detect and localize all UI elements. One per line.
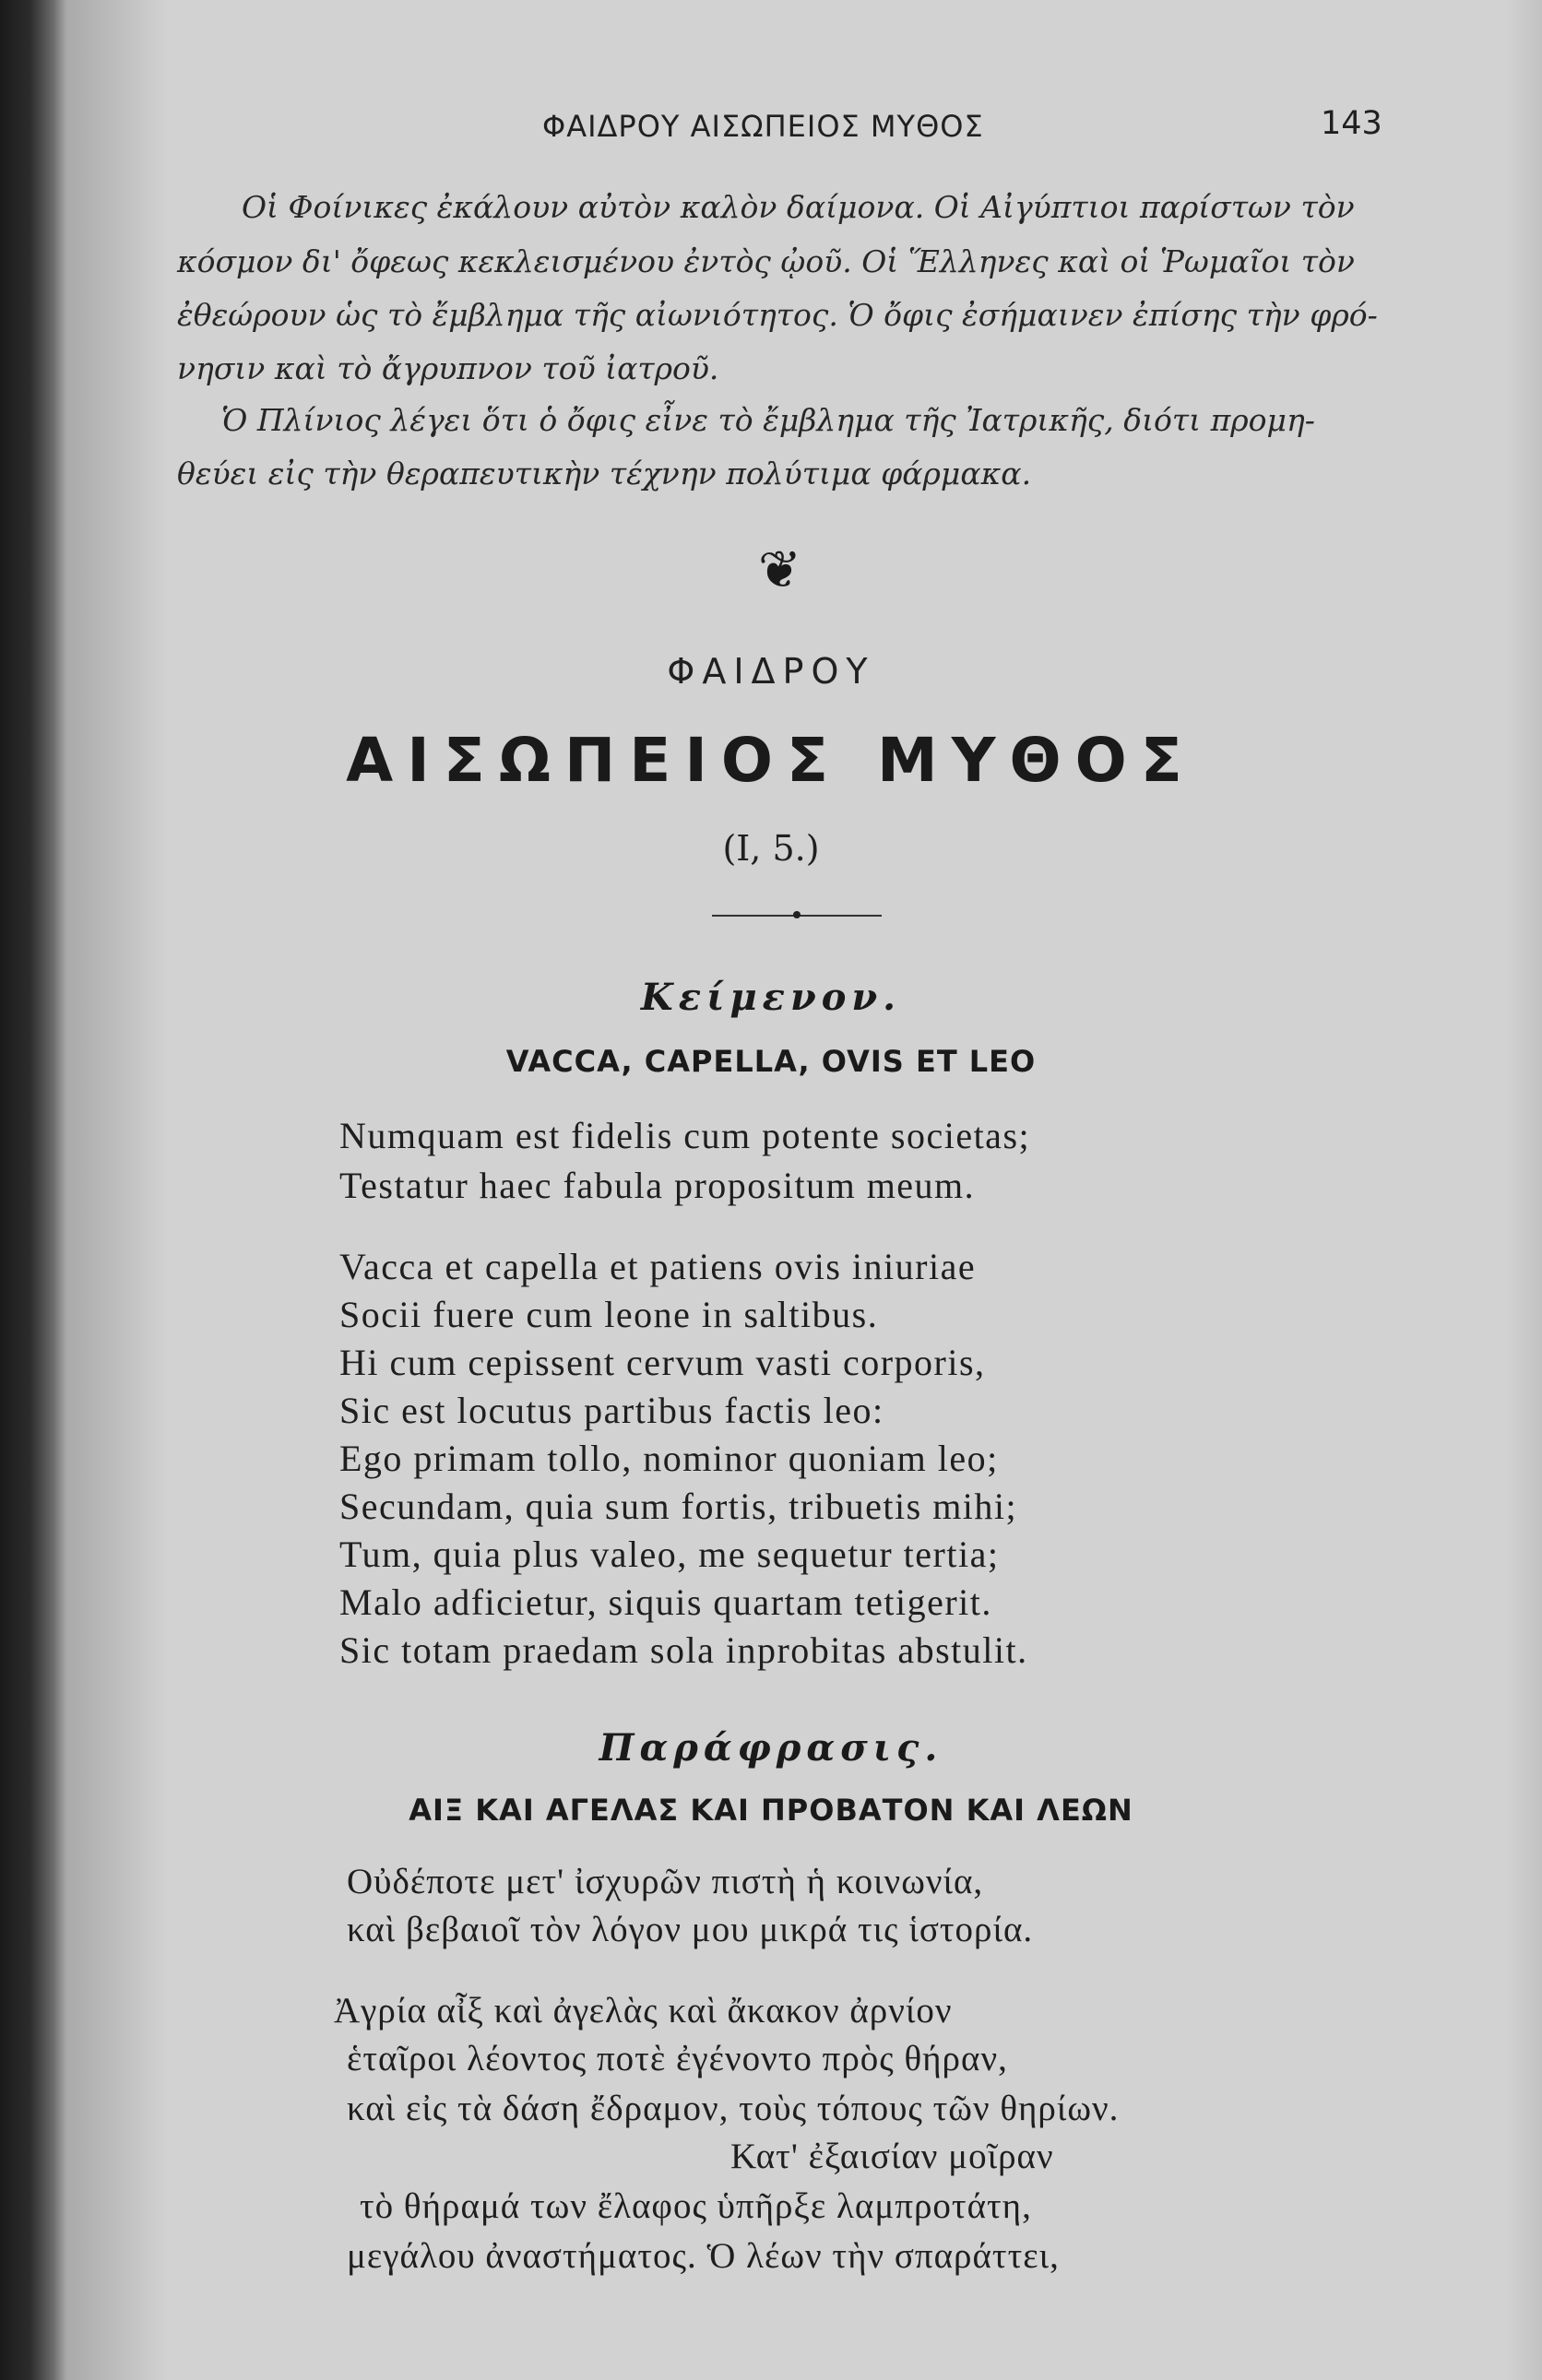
latin-verse-line: Vacca et capella et patiens ovis iniuriae xyxy=(339,1246,977,1287)
latin-verse-line: Testatur haec fabula propositum meum. xyxy=(339,1165,976,1206)
intro-line: Οἱ Φοίνικες ἐκάλουν αὐτὸν καλὸν δαίμονα. Οἱ Αἰγύπτιοι παρίστων τὸν xyxy=(242,189,1355,225)
page-number: 143 xyxy=(1321,105,1382,142)
title-small: ΦΑΙΔΡΟΥ xyxy=(667,651,875,692)
paraphrase-heading: Παράφρασις. xyxy=(599,1726,943,1770)
latin-fable-title: VACCA, CAPELLA, OVIS ET LEO xyxy=(505,1044,1037,1079)
intro-line: κόσμον δι' ὄφεως κεκλεισμένου ἐντὸς ᾠοῦ. Οἱ Ἕλληνες καὶ οἱ Ῥωμαῖοι τὸν xyxy=(177,243,1355,279)
greek-verse-line: Ἀγρία αἶξ καὶ ἀγελὰς καὶ ἄκακον ἀρνίον xyxy=(334,1991,953,2031)
title-large: ΑΙΣΩΠΕΙΟΣ ΜΥΘΟΣ xyxy=(346,725,1196,796)
latin-verse-line: Sic totam praedam sola inprobitas abstulit. xyxy=(339,1629,1028,1671)
intro-line: νησιν καὶ τὸ ἄγρυπνον τοῦ ἰατροῦ. xyxy=(177,350,719,386)
title-reference: (I, 5.) xyxy=(722,828,820,869)
page-gutter xyxy=(66,0,168,2380)
running-head: ΦΑΙΔΡΟΥ ΑΙΣΩΠΕΙΟΣ ΜΥΘΟΣ xyxy=(542,109,984,144)
book-binding-shadow xyxy=(0,0,66,2380)
greek-verse-line: ἑταῖροι λέοντος ποτὲ ἐγένοντο πρὸς θήραν, xyxy=(347,2039,1008,2078)
intro-line: Ὁ Πλίνιος λέγει ὅτι ὁ ὄφις εἶνε τὸ ἔμβλημα τῆς Ἰατρικῆς, διότι προμη- xyxy=(221,402,1315,438)
greek-verse-line: Κατ' ἐξαισίαν μοῖραν xyxy=(730,2137,1054,2176)
greek-verse-line: μεγάλου ἀναστήματος. Ὁ λέων τὴν σπαράττει, xyxy=(347,2236,1060,2276)
intro-line: θεύει εἰς τὴν θεραπευτικὴν τέχνην πολύτιμα φάρμακα. xyxy=(177,456,1032,491)
latin-verse-line: Sic est locutus partibus factis leo: xyxy=(339,1390,884,1431)
greek-verse-line: τὸ θήραμά των ἔλαφος ὑπῆρξε λαμπροτάτη, xyxy=(360,2186,1032,2226)
latin-verse-line: Tum, quia plus valeo, me sequetur tertia; xyxy=(339,1533,1000,1575)
greek-verse-line: Οὐδέποτε μετ' ἰσχυρῶν πιστὴ ἡ κοινωνία, xyxy=(347,1862,984,1901)
text-heading: Κείμενον. xyxy=(640,976,902,1019)
latin-verse-line: Secundam, quia sum fortis, tribuetis mihi; xyxy=(339,1486,1018,1527)
greek-verse-line: καὶ εἰς τὰ δάση ἔδραμον, τοὺς τόπους τῶν θηρίων. xyxy=(347,2089,1120,2128)
greek-fable-title: ΑΙΞ ΚΑΙ ΑΓΕΛΑΣ ΚΑΙ ΠΡΟΒΑΤΟΝ ΚΑΙ ΛΕΩΝ xyxy=(409,1793,1133,1828)
page-edge xyxy=(1505,0,1542,2380)
greek-verse-line: καὶ βεβαιοῖ τὸν λόγον μου μικρά τις ἱστορία. xyxy=(347,1910,1034,1949)
latin-verse-line: Numquam est fidelis cum potente societas; xyxy=(339,1115,1031,1156)
intro-line: ἐθεώρουν ὡς τὸ ἔμβλημα τῆς αἰωνιότητος. Ὁ ὄφις ἐσήμαινεν ἐπίσης τὴν φρό- xyxy=(177,297,1378,333)
latin-verse-line: Socii fuere cum leone in saltibus. xyxy=(339,1294,879,1335)
latin-verse-line: Malo adficietur, siquis quartam tetigerit. xyxy=(339,1581,992,1623)
divider-dot xyxy=(793,911,801,918)
leaf-ornament-icon: ❦ xyxy=(758,540,801,600)
latin-verse-line: Ego primam tollo, nominor quoniam leo; xyxy=(339,1438,999,1479)
latin-verse-line: Hi cum cepissent cervum vasti corporis, xyxy=(339,1342,986,1383)
